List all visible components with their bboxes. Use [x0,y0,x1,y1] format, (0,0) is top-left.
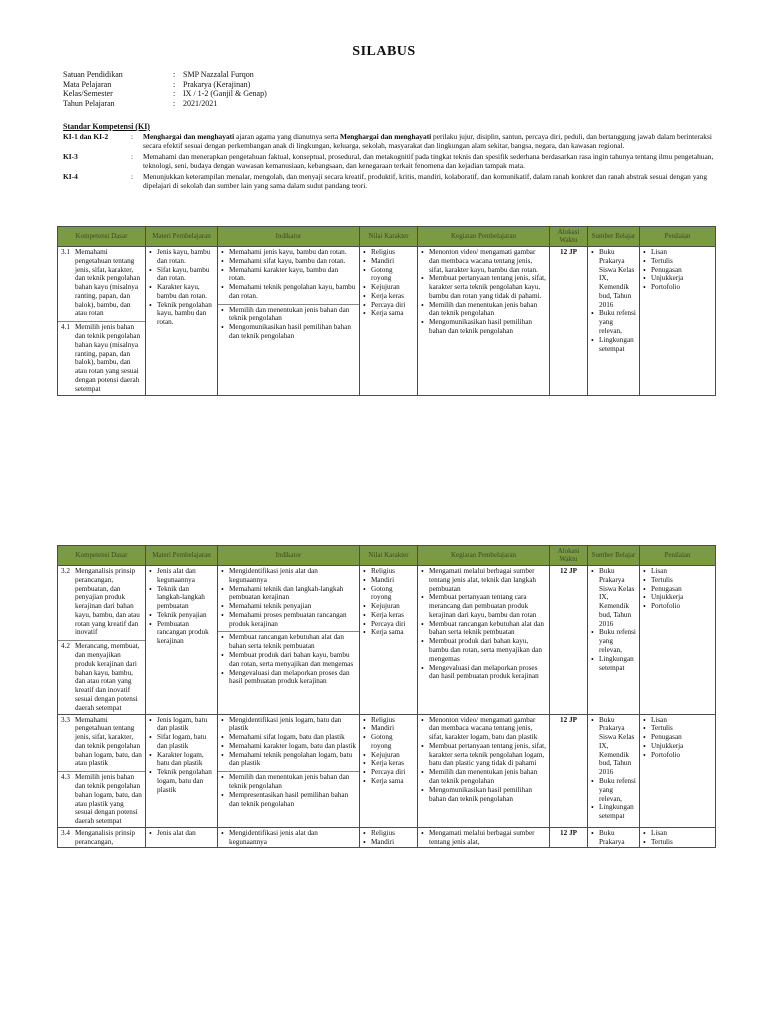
penilaian-cell [640,566,716,715]
list-item: • Mengomunikasikan hasil pemilihan bahan dan teknik pengolahan [421,786,546,804]
list-item: • Tertulis [643,724,712,733]
column-header: Indikator [218,227,360,247]
list-item: • Memahami teknik pengolahan kayu, bambu dan rotan. [221,283,356,301]
list-item: • Menonton video/ mengamati gambar dan membaca wacana tentang jenis, sifat, karakter logam, batu dan plastik [421,716,546,742]
list-item: • Penugasan [643,266,712,275]
list-item: • Lisan [643,248,712,257]
table-header-row [58,546,716,566]
kegiatan-cell [418,714,550,827]
ki-section [63,122,715,192]
syllabus-table-1 [57,226,716,396]
list-item: • Kerja keras [363,759,414,768]
list-item: • Portofolio [643,602,712,611]
list-item: • Sifat kayu, bambu dan rotan. [149,266,214,284]
list-item: • Mempresentasikan hasil pemilihan bahan dan teknik pengolahan [221,791,356,809]
table-row [58,566,716,715]
list-item: • Memahami teknik penyajian [221,602,356,611]
kegiatan-cell [418,247,550,396]
list-item: • Memahami proses pembuatan rancangan produk kerajinan [221,611,356,629]
list-item: • Membuat pertanyaan tentang jenis, sifat, karakter serta teknik pengolahan logam, batu dan plastic yang tidak di pahami [421,742,546,768]
list-item: • Religius [363,567,414,576]
meta-value: 2021/2021 [183,98,218,108]
list-item: • Gotong royong [363,585,414,603]
sumber-cell [588,827,640,848]
list-item: • Mengamati melalui berbagai sumber tentang jenis alat, teknik dan langkah pembuatan [421,567,546,593]
list-item: • Mengevaluasi dan melaporkan proses dan hasil pembuatan produk kerajinan [421,664,546,682]
column-header: Alokasi Waktu [550,546,588,566]
kegiatan-cell [418,827,550,848]
column-header: Materi Pembelajaran [146,227,218,247]
table-row [58,714,716,827]
meta-value: SMP Nazzalal Furqon [183,70,254,79]
list-item: • Karakter logam, batu dan plastik [149,751,214,769]
column-header: Penilaian [640,546,716,566]
column-header: Kegiatan Pembelajaran [418,227,550,247]
meta-row: Mata Pelajaran : Prakarya (Kerajinan) [63,79,251,89]
list-item: • Kejujuran [363,751,414,760]
kegiatan-cell [418,566,550,715]
list-item: • Lingkungan setempat [591,655,636,673]
indikator-cell [218,247,360,396]
column-header: Alokasi Waktu [550,227,588,247]
list-item: • Penugasan [643,733,712,742]
ki-heading: Standar Kompetensi (KI) [63,122,150,131]
list-item: • Lisan [643,829,712,838]
list-item: • Teknik pengolahan logam, batu dan plastik [149,768,214,794]
list-item: • Memahami teknik dan langkah-langkah pembuatan kerajinan [221,585,356,603]
list-item: • Jenis alat dan kegunaannya [149,567,214,585]
kd-cell [58,827,146,848]
alokasi-cell: 12 JP [550,827,588,848]
kompetensi-dasar: 4.3 Memilih jenis bahan dan teknik pengolahan bahan logam, batu, dan atau plastik yang sesuai dengan potensi daerah setempat [61,773,142,826]
materi-cell [146,566,218,715]
list-item: • Menonton video/ mengamati gambar dan membaca wacana tentang jenis, sifat, karakter kayu, bambu dan rotan. [421,248,546,274]
list-item: • Memahami jenis kayu, bambu dan rotan. [221,248,356,257]
list-item: • Memilih dan menentukan jenis bahan dan teknik pengolahan [221,773,356,791]
indikator-cell [218,714,360,827]
column-header: Sumber Belajar [588,546,640,566]
list-item: • Kejujuran [363,602,414,611]
table-row [58,247,716,396]
ki-row: KI-1 dan KI-2 : Menghargai dan menghayati ajaran agama yang dianutnya serta Menghargai dan menghayati perilaku jujur, disiplin, santun, percaya diri, peduli, dan bertanggung jawab dalam berinteraksi secara efektif sesuai dengan perkembangan anak di lingkungan, keluarga, sekolah, masyarakat dan lingkungan alam sekitar, bangsa, negara, dan kawasan regional. [63,132,715,150]
list-item: • Jenis logam, batu dan plastik [149,716,214,734]
penilaian-cell [640,827,716,848]
page-title: SILABUS [352,44,416,59]
meta-row: Satuan Pendidikan : SMP Nazzalal Furqon [63,70,254,79]
list-item: • Unjukkerja [643,274,712,283]
list-item: • Tertulis [643,576,712,585]
list-item: • Karakter kayu, bambu dan rotan. [149,283,214,301]
ki-label: KI-3 [63,152,78,162]
kompetensi-dasar: 3.2 Menganalisis prinsip perancangan, pembuatan, dan penyajian produk kerajinan dari bahan kayu, bambu, dan atau rotan yang kreatif dan inovatif [61,567,140,637]
ki-text: Menunjukkan keterampilan menalar, mengolah, dan menyaji secara kreatif, produktif, kritis, mandiri, kolaboratif, dan komunikatif, dalam ranah konkret dan ranah abstrak sesuai dengan yang dipelajari di sekolah dan sumber lain yang sama dalam sudut pandang teori. [143,172,708,191]
kompetensi-dasar: 3.4 Menganalisis prinsip perancangan, [61,828,136,846]
column-header: Materi Pembelajaran [146,546,218,566]
nilai-cell [360,714,418,827]
list-item: • Mandiri [363,724,414,733]
column-header: Indikator [218,546,360,566]
list-item: • Buku Prakarya Siswa Kelas IX, Kemendik bud, Tahun 2016 [591,248,636,309]
list-item: • Memilih dan menentukan jenis bahan dan teknik pengolahan [421,768,546,786]
meta-label: Kelas/Semester [63,89,113,99]
list-item: • Mengomunikasikan hasil pemilihan bahan dan teknik pengolahan [221,323,356,341]
list-item: • Jenis kayu, bambu dan rotan. [149,248,214,266]
kompetensi-dasar: 4.2 Merancang, membuat, dan menyajikan produk kerajinan dari bahan kayu, bambu, dan atau rotan yang kreatif dan inovatif sesuai dengan potensi daerah setempat [61,642,140,712]
nilai-cell [360,566,418,715]
kd-cell [58,714,146,827]
list-item: • Mandiri [363,576,414,585]
alokasi-cell: 12 JP [550,247,588,396]
list-item: • Lingkungan setempat [591,336,636,354]
meta-label: Mata Pelajaran [63,79,112,89]
list-item: • Teknik penyajian [149,611,214,620]
kompetensi-dasar: 4.1 Memilih jenis bahan dan teknik pengolahan bahan kayu (misalnya ranting, papan, dan balok), bambu, dan atau rotan yang sesuai dengan potensi daerah setempat [61,323,141,393]
list-item: • Buku refensi yang relevan, [591,309,636,335]
column-header: Sumber Belajar [588,227,640,247]
list-item: • Mengomunikasikan hasil pemilihan bahan dan teknik pengolahan [421,318,546,336]
meta-value: Prakarya (Kerajinan) [183,79,251,89]
list-item: • Unjukkerja [643,742,712,751]
list-item: • Kerja sama [363,628,414,637]
penilaian-cell [640,714,716,827]
nilai-cell [360,827,418,848]
kd-cell [58,247,146,396]
indikator-cell [218,566,360,715]
list-item: • Membuat produk dari bahan kayu, bambu dan rotan, serta menyajikan dan mengemas [221,651,356,669]
table-row [58,827,716,848]
kompetensi-dasar: 3.1 Memahami pengetahuan tentang jenis, sifat, karakter, dan teknik pengolahan bahan kayu (misalnya ranting, papan, dan balok), bambu, dan atau rotan [61,248,141,318]
list-item: • Pembuatan rancangan produk kerajinan [149,620,214,646]
penilaian-cell [640,247,716,396]
ki-row: KI-3 : Memahami dan menerapkan pengetahuan faktual, konseptual, prosedural, dan metakognitif pada tingkat teknis dan spesifik sederhana berdasarkan rasa ingin tahunya tentang ilmu pengetahuan, teknologi, seni, budaya dengan wawasan kemanusiaan, kebangsaan, dan kenegaraan terkait fenomena dan kejadian tampak mata. [63,152,714,171]
kompetensi-dasar: 3.3 Memahami pengetahuan tentang jenis, sifat, karakter, dan teknik pengolahan bahan logam, batu, dan atau plastik [61,715,142,768]
materi-cell [146,247,218,396]
sumber-cell [588,714,640,827]
alokasi-cell: 12 JP [550,714,588,827]
ki-text: Menghargai dan menghayati ajaran agama yang dianutnya serta Menghargai dan menghayati perilaku jujur, disiplin, santun, percaya diri, peduli, dan bertanggung jawab dalam berinteraksi secara efektif sesuai dengan perkembangan anak di lingkungan, keluarga, sekolah, masyarakat dan lingkungan alam sekitar, bangsa, negara, dan kawasan regional. [143,132,712,151]
list-item: • Memilih dan menentukan jenis bahan dan teknik pengolahan [421,301,546,319]
list-item: • Lisan [643,567,712,576]
indikator-cell [218,827,360,848]
list-item: • Membuat pertanyaan tentang jenis, sifat, karakter serta teknik pengolahan kayu, bambu dan rotan yang tidak di pahami. [421,274,546,300]
list-item: • Mandiri [363,257,414,266]
list-item: • Lingkungan setempat [591,803,636,821]
list-item: • Religius [363,829,414,838]
column-header: Nilai Karakter [360,227,418,247]
list-item: • Buku refensi yang relevan, [591,777,636,803]
list-item: • Sifat logam, batu dan plastik [149,733,214,751]
column-header: Penilaian [640,227,716,247]
list-item: • Memilih dan menentukan jenis bahan dan teknik pengolahan [221,306,356,324]
list-item: • Gotong royong [363,266,414,284]
list-item: • Memahami sifat logam, batu dan plastik [221,733,356,742]
meta-label: Tahun Pelajaran [63,98,115,108]
list-item: • Tertulis [643,838,712,847]
list-item: • Percaya diri [363,301,414,310]
list-item: • Percaya diri [363,620,414,629]
list-item: • Memahami karakter kayu, bambu dan rotan. [221,266,356,284]
meta-value: IX / 1-2 (Ganjil & Genap) [183,89,267,99]
list-item: • Memahami teknik pengolahan logam, batu dan plastik [221,751,356,769]
list-item: • Membuat produk dari bahan kayu, bambu dan rotan, serta menyajikan dan mengemas [421,637,546,663]
nilai-cell [360,247,418,396]
list-item: • Lisan [643,716,712,725]
list-item: • Religius [363,248,414,257]
sumber-cell [588,566,640,715]
list-item: • Kerja keras [363,611,414,620]
alokasi-cell: 12 JP [550,566,588,715]
meta-label: Satuan Pendidikan [63,70,123,79]
column-header: Nilai Karakter [360,546,418,566]
list-item: • Memahami sifat kayu, bambu dan rotan. [221,257,356,266]
list-item: • Buku Prakarya Siswa Kelas IX, Kemendik bud, Tahun 2016 [591,716,636,777]
sumber-cell [588,247,640,396]
ki-text: Memahami dan menerapkan pengetahuan faktual, konseptual, prosedural, dan metakognitif pada tingkat teknis dan spesifik sederhana berdasarkan rasa ingin tahunya tentang ilmu pengetahuan, teknologi, seni, budaya dengan wawasan kemanusiaan, kebangsaan, dan kenegaraan terkait fenomena dan kejadian tampak mata. [143,152,714,171]
list-item: • Teknik pengolahan kayu, bambu dan rotan. [149,301,214,327]
meta-row: Kelas/Semester : IX / 1-2 (Ganjil & Genap) [63,89,267,99]
list-item: • Jenis alat dan [149,829,214,838]
materi-cell [146,827,218,848]
list-item: • Kejujuran [363,283,414,292]
list-item: • Unjukkerja [643,593,712,602]
kd-cell [58,566,146,715]
list-item: • Kerja sama [363,777,414,786]
list-item: • Teknik dan langkah-langkah pembuatan [149,585,214,611]
ki-label: KI-1 dan KI-2 [63,132,109,141]
materi-cell [146,714,218,827]
identity-block [63,70,463,108]
list-item: • Percaya diri [363,768,414,777]
list-item: • Portofolio [643,283,712,292]
list-item: • Mengidentifikasi jenis alat dan kegunaannya [221,567,356,585]
list-item: • Membuat pertanyaan tentang cara merancang dan pembuatan produk kerajinan dari kayu, bambu dan rotan [421,593,546,619]
list-item: • Buku refensi yang relevan, [591,628,636,654]
table-header-row [58,227,716,247]
list-item: • Kerja keras [363,292,414,301]
meta-row: Tahun Pelajaran : 2021/2021 [63,98,218,108]
column-header: Kegiatan Pembelajaran [418,546,550,566]
list-item: • Mengidentifikasi jenis logam, batu dan plastik [221,716,356,734]
list-item: • Religius [363,716,414,725]
list-item: • Membuat rancangan kebutuhan alat dan bahan serta teknik pembuatan [221,633,356,651]
column-header: Kompetensi Dasar [58,546,146,566]
list-item: • Mandiri [363,838,414,847]
column-header: Kompetensi Dasar [58,227,146,247]
ki-row: KI-4 : Menunjukkan keterampilan menalar, mengolah, dan menyaji secara kreatif, produktif, kritis, mandiri, kolaboratif, dan komunikatif, dalam ranah konkret dan ranah abstrak sesuai dengan yang dipelajari di sekolah dan sumber lain yang sama dalam sudut pandang teori. [63,172,715,190]
list-item: • Penugasan [643,585,712,594]
syllabus-table-2 [57,545,716,848]
list-item: • Mengidentifikasi jenis alat dan kegunaannya [221,829,356,847]
list-item: • Portofolio [643,751,712,760]
list-item: • Gotong royong [363,733,414,751]
list-item: • Membuat rancangan kebutuhan alat dan bahan serta teknik pembuatan [421,620,546,638]
list-item: • Memahami karakter logam, batu dan plastik [221,742,356,751]
list-item: • Kerja sama [363,309,414,318]
list-item: • Tertulis [643,257,712,266]
list-item: • Buku Prakarya Siswa Kelas IX, Kemendik bud, Tahun 2016 [591,567,636,628]
list-item: • Mengevaluasi dan melaporkan proses dan hasil pembuatan produk kerajinan [221,669,356,687]
list-item: • Buku Prakarya [591,829,636,847]
ki-label: KI-4 [63,172,78,182]
list-item: • Mengamati melalui berbagai sumber tentang jenis alat, [421,829,546,847]
